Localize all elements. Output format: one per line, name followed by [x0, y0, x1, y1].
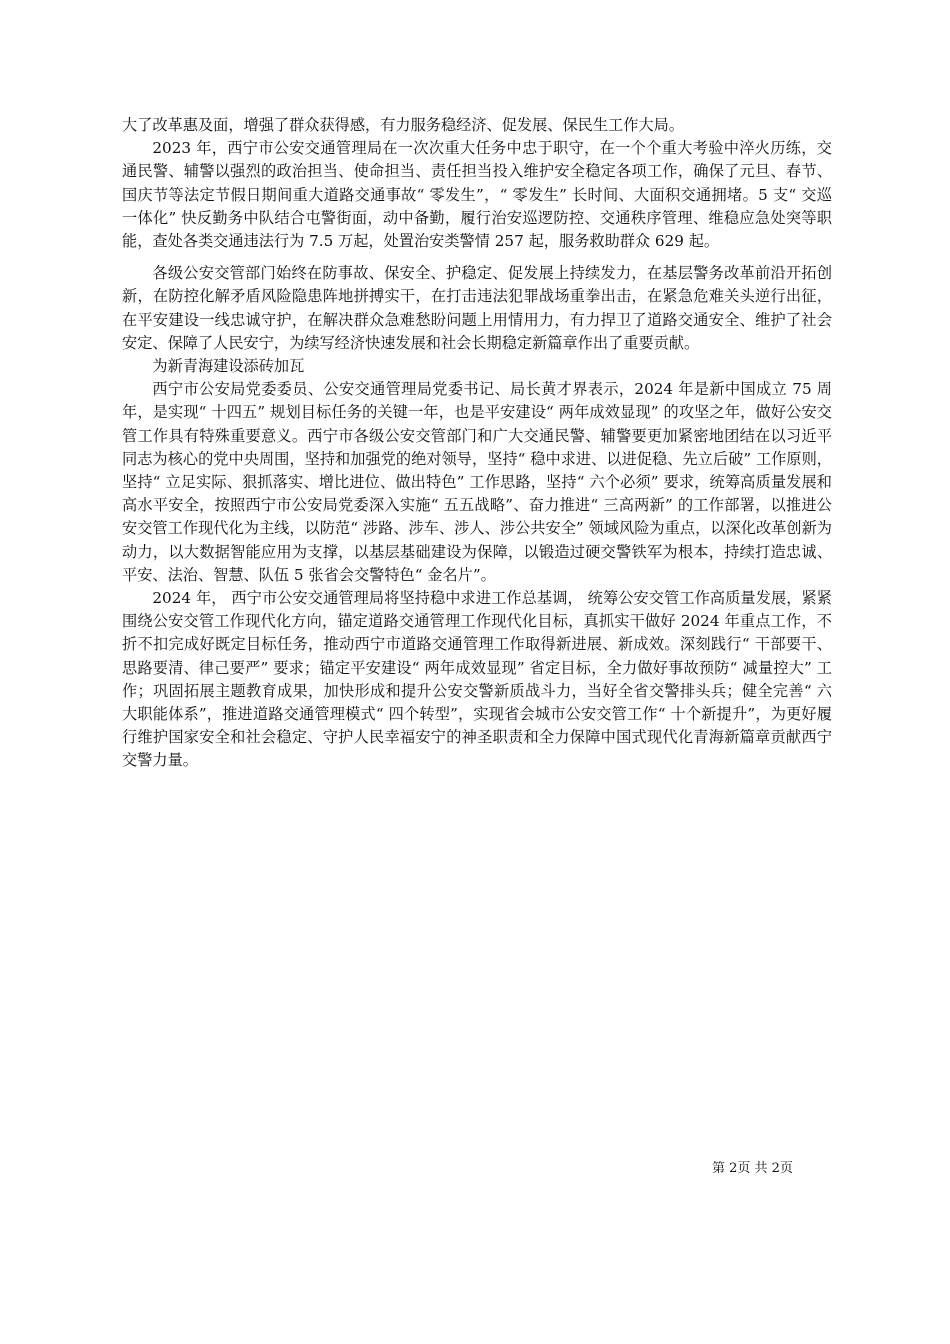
paragraph-continuation: 大了改革惠及面，增强了群众获得感，有力服务稳经济、促发展、保民生工作大局。 — [122, 116, 684, 134]
document-body — [122, 114, 832, 773]
paragraph-2023-summary: 2023 年，西宁市公安交通管理局在一次次重大任务中忠于职守，在一个个重大考验中淬火历练，交通民警、辅警以强烈的政治担当、使命担当、责任担当投入维护安全稳定各项工作，确保了元旦、春节、国庆节等法定节假日期间重大道路交通事故“ 零发生”，“ 零发生” 长时间、大面积交通拥堵。5 支“ 交巡一体化” 快反勤务中队结合屯警街面，动中备勤，履行治安巡逻防控、交通秩序管理、维稳应急处突等职能，查处各类交通违法行为 7.5 万起，处置治安类警情 257 起，服务救助群众 629 起。 — [122, 139, 832, 251]
paragraph-2024-plan: 2024 年， 西宁市公安交通管理局将坚持稳中求进工作总基调， 统筹公安交管工作高质量发展，紧紧围绕公安交管工作现代化方向，锚定道路交通管理工作现代化目标，真抓实干做好 2024 年重点工作，不折不扣完成好既定目标任务，推动西宁市道路交通管理工作取得新进展、新成效。深刻践行“ 干部要干、思路要清、律己要严” 要求；锚定平安建设“ 两年成效显现” 省定目标，全力做好事故预防“ 减量控大” 工作；巩固拓展主题教育成果，加快形成和提升公安交警新质战斗力，当好全省交警排头兵；健全完善“ 六大职能体系”，推进道路交通管理模式“ 四个转型”，实现省会城市公安交管工作“ 十个新提升”，为更好履行维护国家安全和社会稳定、守护人民幸福安宁的神圣职责和全力保障中国式现代化青海新篇章贡献西宁交警力量。 — [122, 589, 832, 770]
page-number: 第 2页 共 2页 — [712, 1161, 793, 1176]
paragraph-director-statement: 西宁市公安局党委委员、公安交通管理局党委书记、局长黄才界表示，2024 年是新中国成立 75 周年，是实现“ 十四五” 规划目标任务的关键一年，也是平安建设“ 两年成效显现” 的攻坚之年，做好公安交管工作具有特殊重要意义。西宁市各级公安交管部门和广大交通民警、辅警要更加紧密地团结在以习近平同志为核心的党中央周围，坚持和加强党的绝对领导，坚持“ 稳中求进、以进促稳、先立后破” 工作原则，坚持“ 立足实际、狠抓落实、增比进位、做出特色” 工作思路，坚持“ 六个必须” 要求，统筹高质量发展和高水平安全，按照西宁市公安局党委深入实施“ 五五战略”、奋力推进“ 三高两新” 的工作部署，以推进公安交管工作现代化为主线，以防范“ 涉路、涉车、涉人、涉公共安全” 领域风险为重点，以深化改革创新为动力，以大数据智能应用为支撑，以基层基础建设为保障，以锻造过硬交警铁军为根本，持续打造忠诚、平安、法治、智慧、队伍 5 张省会交警特色“ 金名片”。 — [122, 380, 832, 584]
paragraph-contributions: 各级公安交管部门始终在防事故、保安全、护稳定、促发展上持续发力，在基层警务改革前沿开拓创新，在防控化解矛盾风险隐患阵地拼搏实干，在打击违法犯罪战场重拳出击，在紧急危难关头逆行出征，在平安建设一线忠诚守护，在解决群众急难愁盼问题上用情用力，有力捍卫了道路交通安全、维护了社会安定、保障了人民安宁，为续写经济快速发展和社会长期稳定新篇章作出了重要贡献。 — [122, 264, 832, 352]
section-heading: 为新青海建设添砖加瓦 — [152, 357, 305, 376]
